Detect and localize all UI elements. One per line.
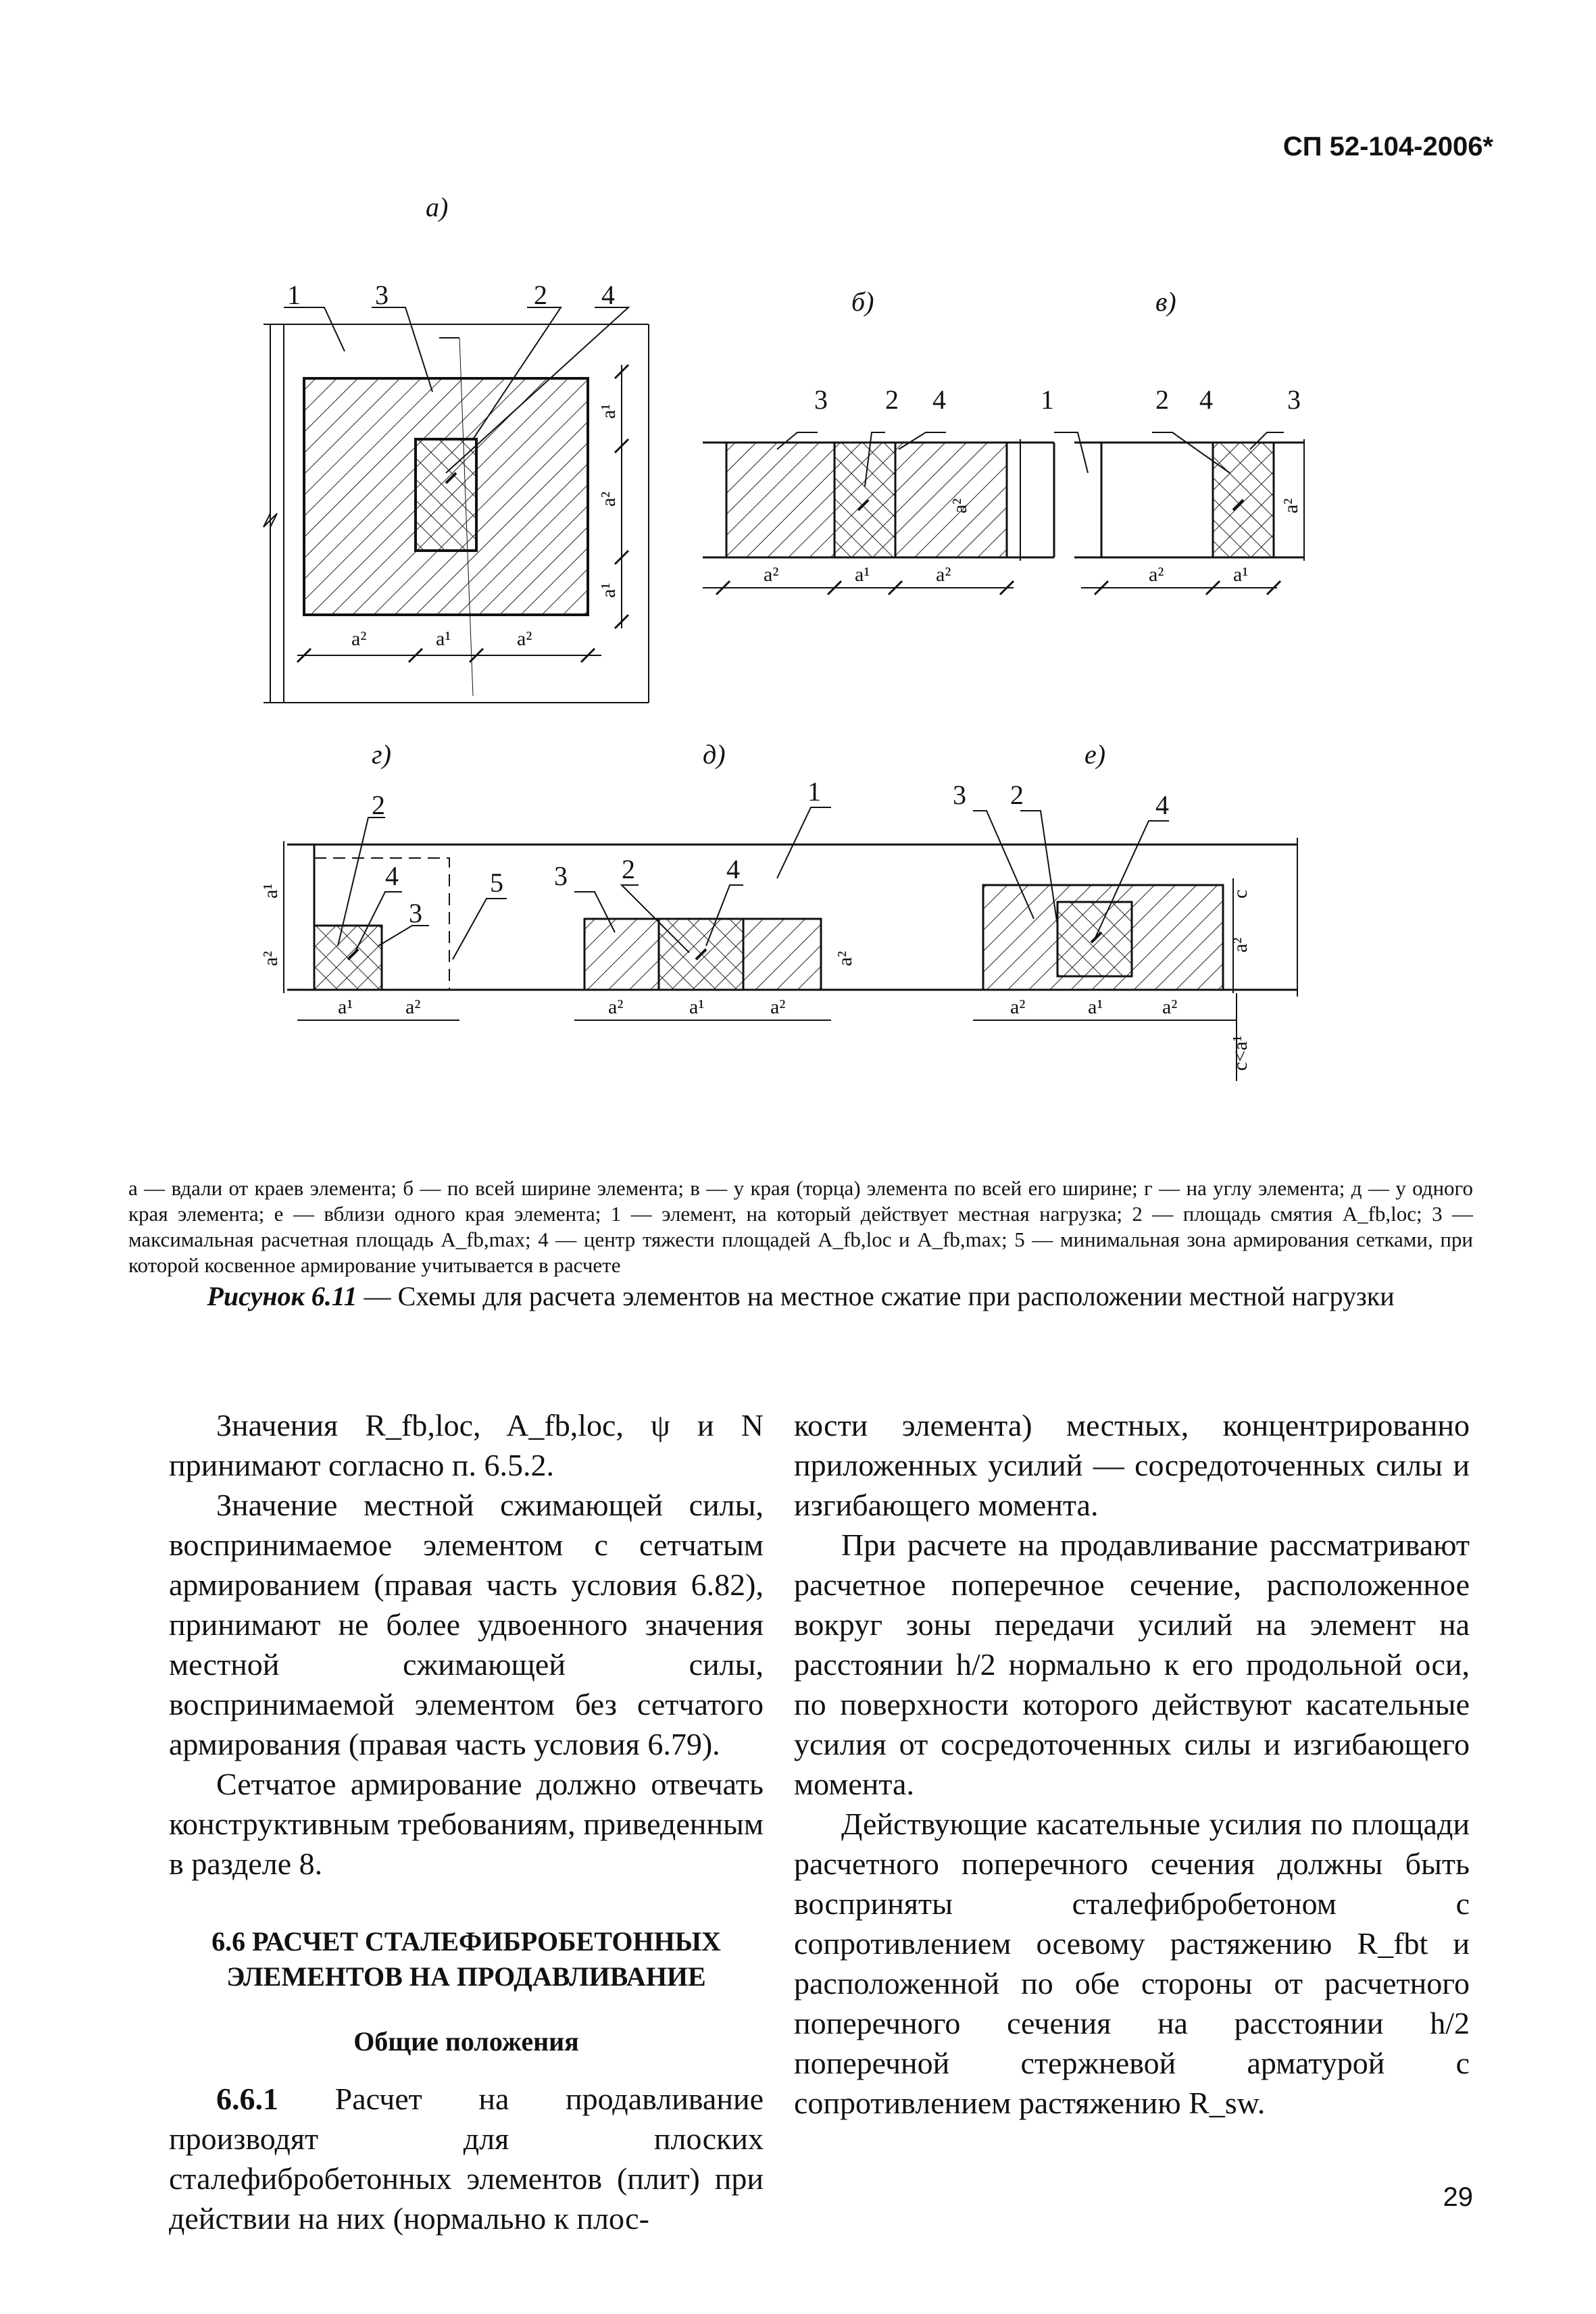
sublabel-b: б) (851, 286, 874, 317)
diagram-g-d-e (284, 807, 1297, 1081)
sublabel-v: в) (1155, 286, 1176, 317)
sublabel-a: а) (426, 192, 449, 222)
dim-a2: a² (770, 996, 786, 1018)
figure-caption (128, 1280, 1473, 1312)
sublabel-e: е) (1084, 739, 1106, 770)
dim-a2: a² (1149, 563, 1164, 586)
sublabel-d: д) (703, 739, 726, 770)
dim-a2: a² (259, 951, 282, 966)
callout-2: 2 (885, 384, 899, 415)
dim-a1: a¹ (436, 628, 451, 650)
dim-a1: a¹ (338, 996, 353, 1018)
callout-2: 2 (622, 854, 635, 884)
dim-a1: a¹ (259, 883, 282, 899)
callout-3: 3 (1287, 384, 1301, 415)
callout-4: 4 (1155, 790, 1169, 820)
dim-a2: a² (517, 628, 532, 650)
dim-a1: a¹ (1233, 563, 1249, 586)
callout-4: 4 (726, 854, 740, 884)
clause-text: Расчет на продавливание производят для плоских сталефибробетонных элементов (плит) при действии на них (нормально к плос- (169, 2082, 764, 2236)
dim-a2: a² (405, 996, 421, 1018)
figure-legend: а — вдали от краев элемента; б — по всей ширине элемента; в — у края (торца) элемента по всей его ширине; г — на углу элемента; д — у одного края элемента; е — вблизи одного края элемента; 1 — элемент, на который действует местная нагрузка; 2 — площадь смятия A_fb,loc; 3 — максимальная расчетная площадь A_fb,max; 4 — центр тяжести площадей A_fb,loc и A_fb,max; 5 — минимальная зона армирования сетками, при которой косвенное армирование учитывается в расчете (128, 1176, 1473, 1277)
dim-a1: a¹ (597, 582, 620, 598)
paragraph: При расчете на продавливание рассматривают расчетное поперечное сечение, расположенное вокруг зоны передачи усилий на элемент на расстоянии h/2 нормально к его продольной оси, по поверхности которого действуют касательные усилия от сосредоточенных силы и изгибающего момента. (794, 1528, 1470, 1801)
document-code: СП 52-104-2006* (1282, 132, 1493, 161)
paragraph: Сетчатое армирование должно отвечать конструктивным требованиям, приведенным в разделе 8. (169, 1767, 764, 1881)
dim-a2: a² (608, 996, 624, 1018)
callout-2: 2 (372, 790, 385, 820)
callout-1: 1 (287, 280, 301, 310)
dim-a2: a² (1010, 996, 1026, 1018)
dim-a2: a² (1229, 937, 1251, 953)
dim-a2: a² (1162, 996, 1178, 1018)
callout-3: 3 (554, 861, 568, 891)
page-number: 29 (1443, 2182, 1473, 2212)
diagram-v (1054, 432, 1304, 595)
callout-4: 4 (385, 861, 399, 891)
figure-caption-label: Рисунок 6.11 (207, 1281, 357, 1311)
callout-4: 4 (932, 384, 946, 415)
dim-a1: a¹ (689, 996, 705, 1018)
callout-3: 3 (814, 384, 828, 415)
callout-5: 5 (490, 867, 503, 898)
clause-number: 6.6.1 (216, 2082, 278, 2116)
dim-a2: a² (597, 491, 620, 507)
callout-2: 2 (1155, 384, 1169, 415)
diagram-b (703, 432, 1054, 595)
dim-a2: a² (936, 563, 951, 586)
subsection-heading: Общие положения (353, 2026, 579, 2057)
paragraph: Значение местной сжимающей силы, воспринимаемое элементом с сетчатым армированием (правая часть условия 6.82), принимают не более удвоенного значения местной сжимающей силы, воспринимаемой элементом без сетчатого армирования (правая часть условия 6.79). (169, 1488, 764, 1761)
callout-4: 4 (1199, 384, 1213, 415)
dim-a1: a¹ (597, 403, 620, 419)
figure-caption-text: — Схемы для расчета элементов на местное сжатие при расположении местной нагрузки (357, 1281, 1395, 1311)
dim-a2: a² (1280, 498, 1302, 513)
callout-1: 1 (1041, 384, 1054, 415)
paragraph (169, 2079, 764, 2238)
paragraph: Действующие касательные усилия по площади расчетного поперечного сечения должны быть восприняты сталефибробетоном с сопротивлением осевому растяжению R_fbt и расположенной по обе стороны от расчетного поперечного сечения на расстоянии h/2 поперечной стержневой арматурой с сопротивлением растяжению R_sw. (794, 1807, 1470, 2120)
callout-1: 1 (807, 776, 821, 807)
right-column (794, 1405, 1470, 2123)
dim-a1: a¹ (1088, 996, 1103, 1018)
dim-a1: a¹ (855, 563, 870, 586)
left-column (169, 1405, 764, 2238)
callout-3: 3 (409, 898, 422, 928)
dim-c: c (1229, 889, 1251, 899)
dim-a2: a² (949, 498, 971, 513)
dim-a2: a² (764, 563, 779, 586)
callout-4: 4 (601, 280, 615, 310)
callout-2: 2 (1010, 780, 1024, 810)
dim-a2: a² (351, 628, 367, 650)
diagram-a (264, 307, 649, 703)
callout-3: 3 (375, 280, 389, 310)
sublabel-g: г) (372, 739, 391, 770)
paragraph: кости элемента) местных, концентрированно приложенных усилий — сосредоточенных силы и изгибающего момента. (794, 1408, 1470, 1522)
dim-c-lt-a1: c<a¹ (1229, 1035, 1251, 1071)
callout-3: 3 (953, 780, 966, 810)
callout-2: 2 (534, 280, 547, 310)
section-heading: 6.6 РАСЧЕТ СТАЛЕФИБРОБЕТОННЫХ ЭЛЕМЕНТОВ НА ПРОДАВЛИВАНИЕ (211, 1926, 721, 1992)
paragraph: Значения R_fb,loc, A_fb,loc, ψ и N принимают согласно п. 6.5.2. (169, 1408, 764, 1482)
dim-a2: a² (834, 951, 856, 966)
